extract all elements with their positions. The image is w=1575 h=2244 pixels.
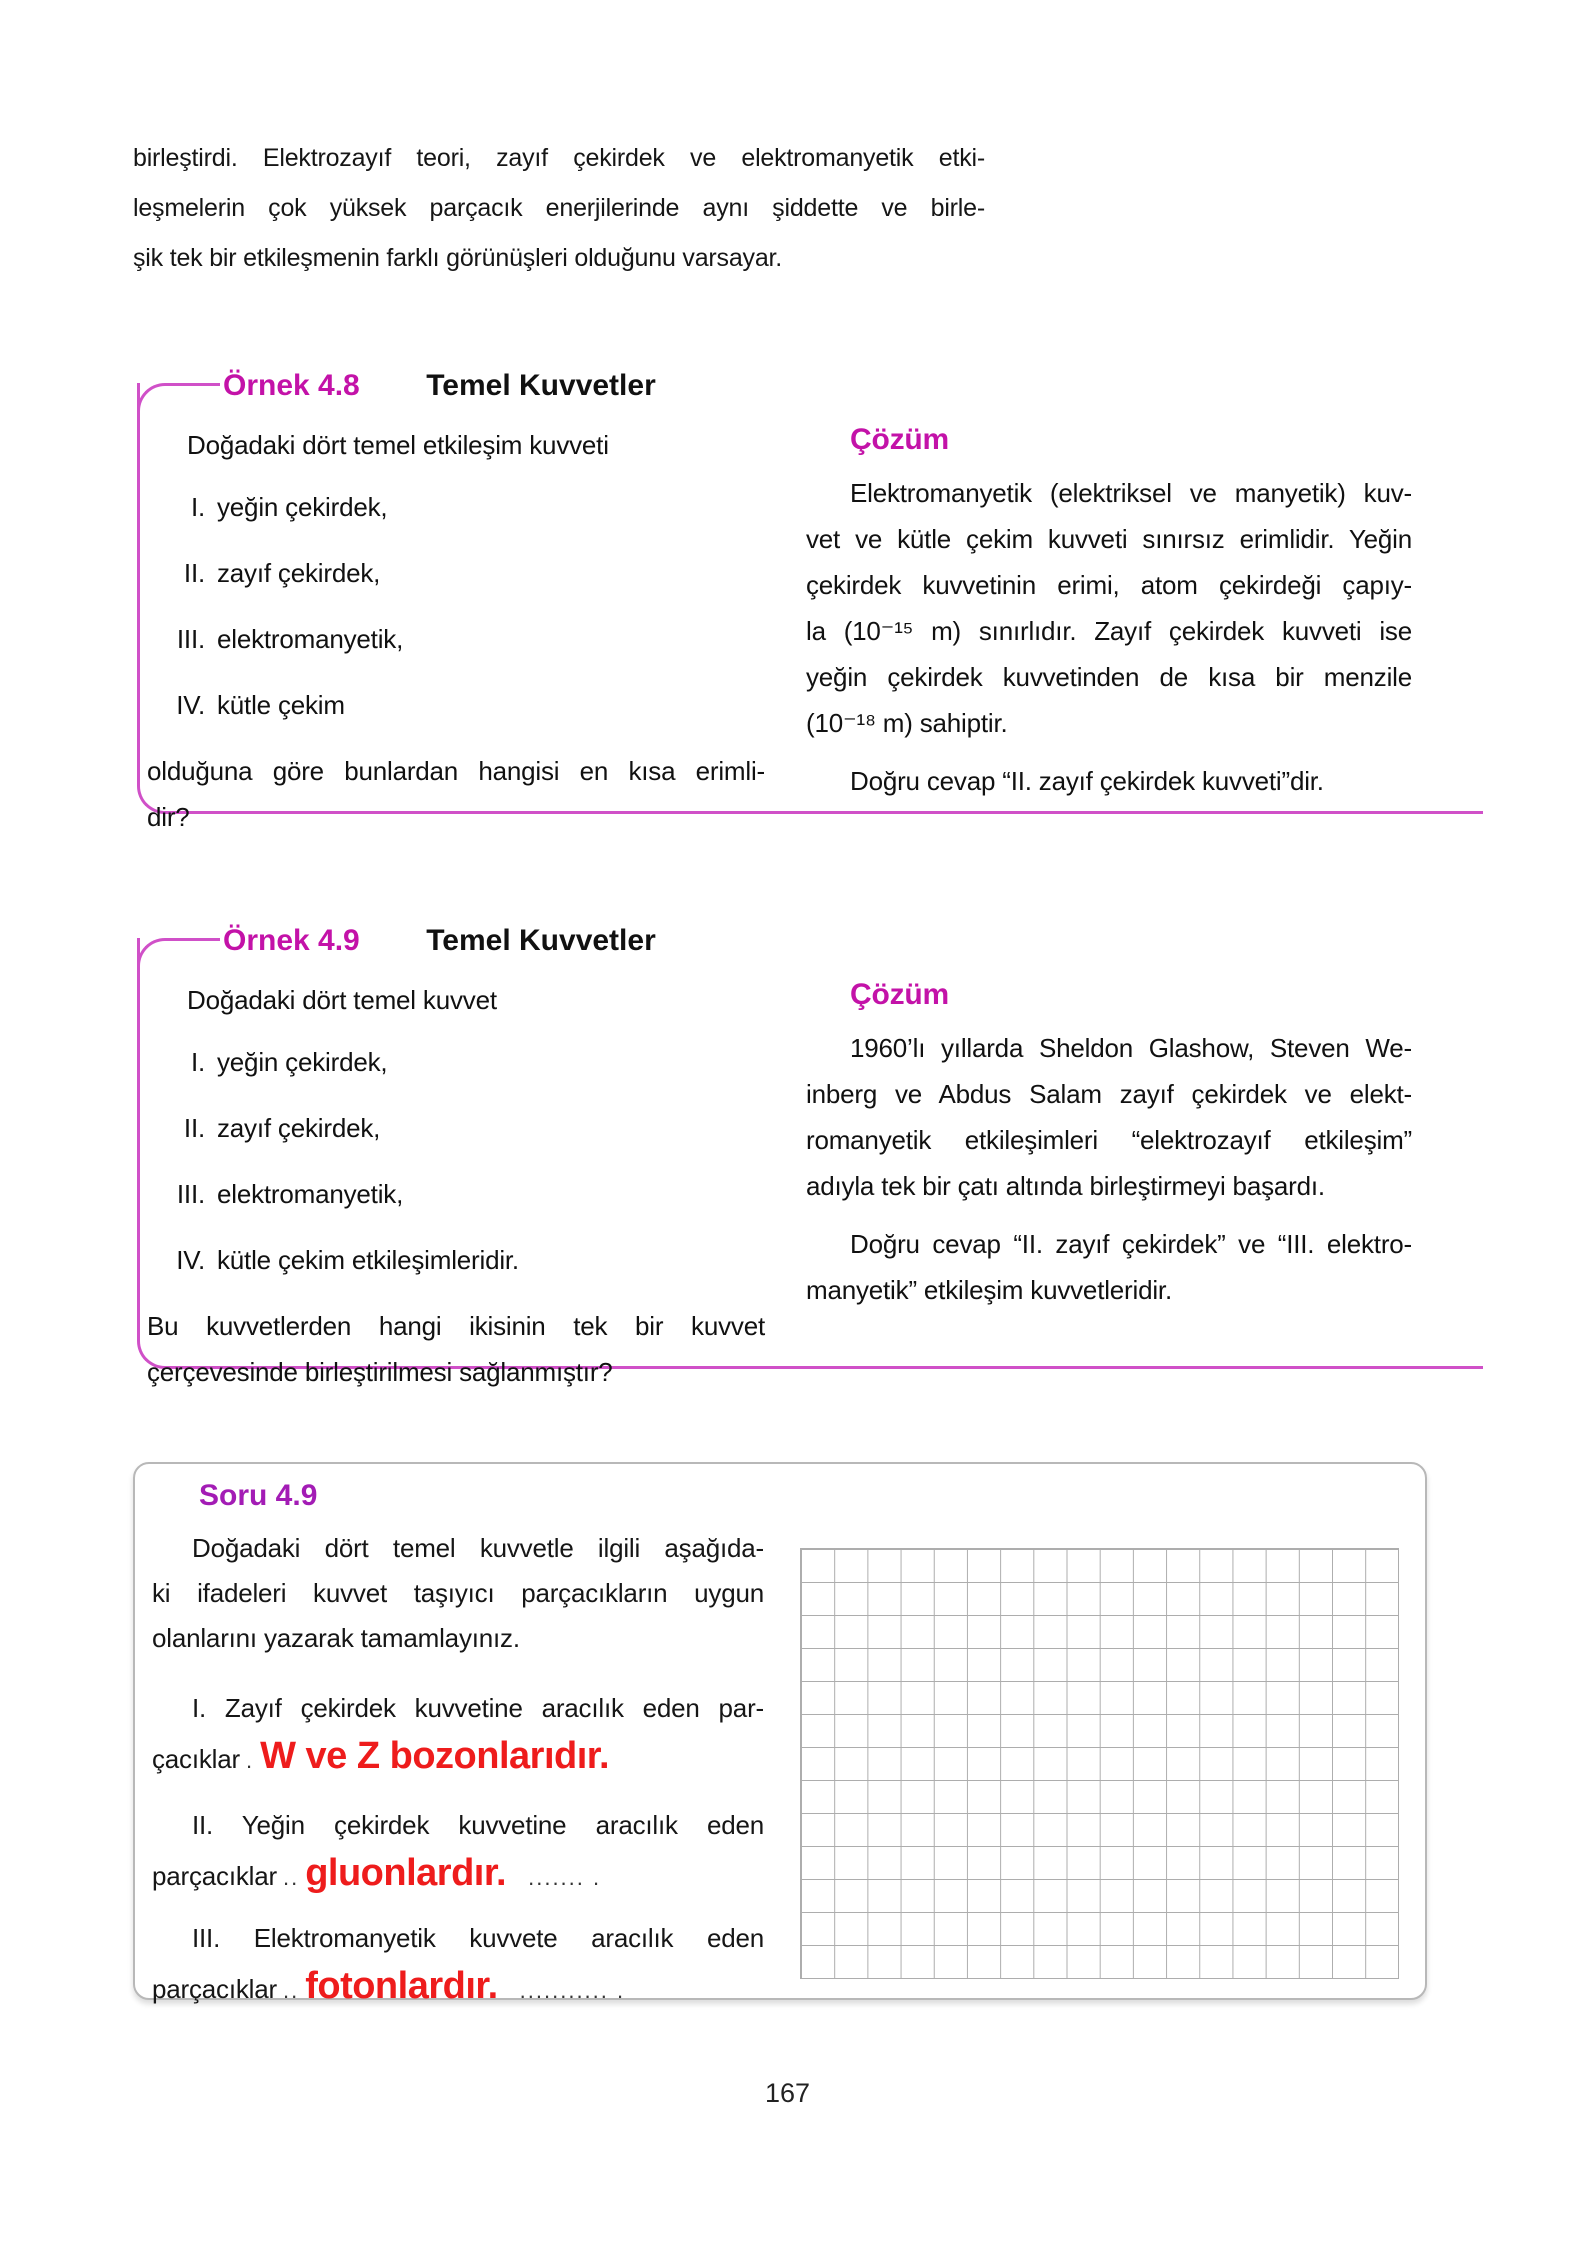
answer-red-text: fotonlardır. — [305, 1965, 498, 2007]
soru-item-line: II. Yeğin çekirdek kuvvetine aracılık eden — [192, 1810, 764, 1840]
item-numeral: IV. — [176, 690, 205, 720]
question-tail — [147, 1303, 765, 1395]
example-title: Temel Kuvvetler — [426, 924, 656, 957]
item-text: kütle çekim — [217, 690, 345, 720]
intro-line: birleştirdi. Elektrozayıf teori, zayıf çekirdek ve elektromanyetik etki- — [133, 144, 985, 172]
solution-line: romanyetik etkileşimleri “elektrozayıf etkileşim” — [806, 1125, 1412, 1155]
item-numeral: II. — [183, 1113, 205, 1143]
answer-prefix: çacıklar — [152, 1744, 240, 1774]
item-numeral: III. — [176, 1179, 205, 1209]
soru-intro-line: olanlarını yazarak tamamlayınız. — [152, 1623, 520, 1653]
question-tail — [147, 748, 765, 840]
solution-paragraph — [806, 470, 1412, 746]
example-header — [137, 368, 1483, 408]
solution-column — [806, 422, 1412, 840]
soru-answer-line — [152, 1848, 764, 1903]
leader-dots: .. — [282, 1865, 300, 1890]
trailing-dots: ....... . — [528, 1865, 602, 1890]
leader-dots: . — [245, 1748, 255, 1773]
item-text: yeğin çekirdek, — [217, 1047, 388, 1077]
solution-paragraph — [806, 1025, 1412, 1209]
solution-answer-line: Doğru cevap “II. zayıf çekirdek” ve “III. elektro- — [850, 1229, 1412, 1259]
example-columns — [137, 963, 1483, 1395]
item-numeral: IV. — [176, 1245, 205, 1275]
question-column — [147, 422, 765, 840]
question-tail-line: olduğuna göre bunlardan hangisi en kısa erimli- — [147, 756, 765, 786]
item-text: yeğin çekirdek, — [217, 492, 388, 522]
question-item — [147, 550, 765, 596]
solution-line: vet ve kütle çekim kuvveti sınırsız erimlidir. Yeğin — [806, 524, 1412, 554]
answer-prefix: parçacıklar — [152, 1974, 277, 2004]
solution-line: (10⁻¹⁸ m) sahiptir. — [806, 708, 1008, 738]
question-item — [147, 484, 765, 530]
intro-line: şik tek bir etkileşmenin farklı görünüşleri olduğunu varsayar. — [133, 244, 783, 272]
item-text: zayıf çekirdek, — [217, 1113, 381, 1143]
question-item — [147, 1105, 765, 1151]
example-box-4-8 — [137, 368, 1483, 832]
example-title: Temel Kuvvetler — [426, 369, 656, 402]
soru-intro-line: ki ifadeleri kuvvet taşıyıcı parçacıkların uygun — [152, 1578, 764, 1608]
soru-answer-line — [152, 1731, 764, 1786]
answer-red-text: gluonlardır. — [305, 1852, 507, 1894]
solution-line: la (10⁻¹⁵ m) sınırlıdır. Zayıf çekirdek kuvveti ise — [806, 616, 1412, 646]
solution-line: adıyla tek bir çatı altında birleştirmeyi başardı. — [806, 1171, 1325, 1201]
example-header — [137, 923, 1483, 963]
page-number: 167 — [764, 2078, 811, 2108]
solution-column — [806, 977, 1412, 1395]
question-tail-line: çerçevesinde birleştirilmesi sağlanmıştır? — [147, 1357, 613, 1387]
solution-line: inberg ve Abdus Salam zayıf çekirdek ve elekt- — [806, 1079, 1412, 1109]
question-tail-line: dir? — [147, 802, 190, 832]
solution-label: Çözüm — [850, 978, 949, 1011]
soru-item-line: I. Zayıf çekirdek kuvvetine aracılık eden par- — [192, 1693, 764, 1723]
solution-answer — [806, 1221, 1412, 1313]
example-label: Örnek 4.8 — [223, 369, 360, 402]
answer-grid — [800, 1548, 1399, 1979]
question-item — [147, 1039, 765, 1085]
soru-text-column — [152, 1526, 764, 2016]
example-label: Örnek 4.9 — [223, 924, 360, 957]
question-item — [147, 616, 765, 662]
solution-line: Elektromanyetik (elektriksel ve manyetik) kuv- — [850, 478, 1412, 508]
question-item — [147, 682, 765, 728]
question-tail-line: Bu kuvvetlerden hangi ikisinin tek bir kuvvet — [147, 1311, 765, 1341]
leader-dots: .. — [282, 1978, 300, 2003]
soru-label: Soru 4.9 — [199, 1479, 318, 1512]
item-text: zayıf çekirdek, — [217, 558, 381, 588]
item-numeral: I. — [190, 1047, 205, 1077]
item-text: elektromanyetik, — [217, 624, 404, 654]
item-numeral: I. — [190, 492, 205, 522]
solution-answer-line: manyetik” etkileşim kuvvetleridir. — [806, 1275, 1172, 1305]
intro-paragraph — [133, 133, 985, 283]
intro-line: leşmelerin çok yüksek parçacık enerjilerinde aynı şiddette ve birle- — [133, 194, 985, 222]
question-item — [147, 1171, 765, 1217]
question-intro: Doğadaki dört temel etkileşim kuvveti — [187, 430, 609, 460]
item-text: kütle çekim etkileşimleridir. — [217, 1245, 519, 1275]
answer-red-text: W ve Z bozonlarıdır. — [260, 1735, 610, 1777]
question-column — [147, 977, 765, 1395]
item-text: elektromanyetik, — [217, 1179, 404, 1209]
example-columns — [137, 408, 1483, 840]
solution-line: yeğin çekirdek kuvvetinden de kısa bir menzile — [806, 662, 1412, 692]
solution-answer-line: Doğru cevap “II. zayıf çekirdek kuvveti”dir. — [850, 766, 1324, 796]
solution-line: 1960’lı yıllarda Sheldon Glashow, Steven We- — [850, 1033, 1412, 1063]
item-numeral: II. — [183, 558, 205, 588]
soru-intro-line: Doğadaki dört temel kuvvetle ilgili aşağıda- — [192, 1533, 764, 1563]
trailing-dots: ........... . — [519, 1978, 626, 2003]
question-item — [147, 1237, 765, 1283]
solution-answer — [806, 758, 1412, 804]
soru-answer-line — [152, 1961, 764, 2016]
item-numeral: III. — [176, 624, 205, 654]
soru-item-line: III. Elektromanyetik kuvvete aracılık eden — [192, 1923, 764, 1953]
question-intro: Doğadaki dört temel kuvvet — [187, 985, 497, 1015]
example-box-4-9 — [137, 923, 1483, 1387]
solution-line: çekirdek kuvvetinin erimi, atom çekirdeği çapıy- — [806, 570, 1412, 600]
answer-prefix: parçacıklar — [152, 1861, 277, 1891]
solution-label: Çözüm — [850, 423, 949, 456]
question-box-soru-4-9 — [133, 1462, 1427, 2007]
